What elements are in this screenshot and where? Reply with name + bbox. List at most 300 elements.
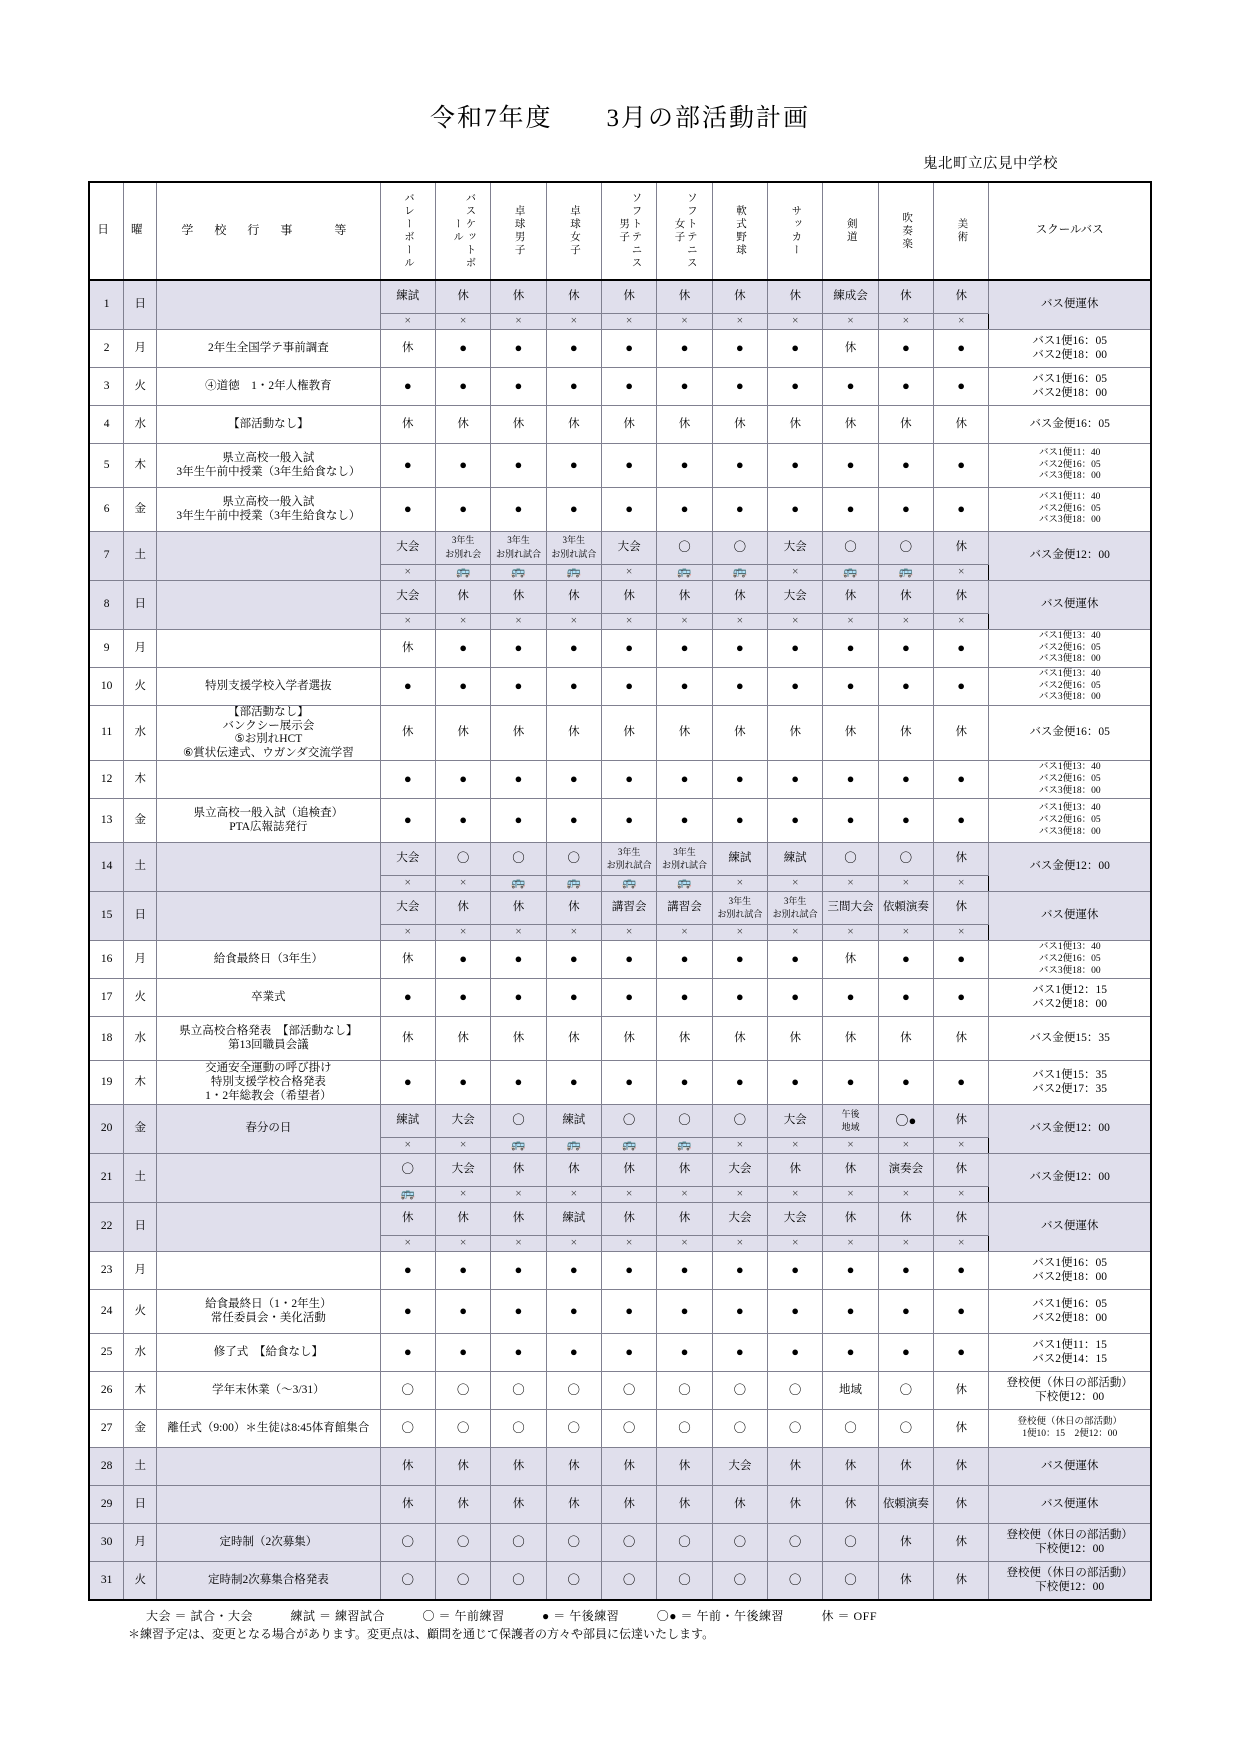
- cell-day: 25: [89, 1334, 124, 1372]
- cell-club-activity: ●: [435, 368, 490, 406]
- cell-club-activity: 休: [601, 1203, 656, 1236]
- cell-school-bus: バス便運休: [989, 581, 1151, 630]
- no-bus-icon: ×: [546, 925, 601, 941]
- cell-event: [157, 1203, 380, 1252]
- cell-club-activity: ●: [712, 488, 767, 532]
- cell-club-activity: 休: [934, 1410, 989, 1448]
- cell-event: 春分の日: [157, 1105, 380, 1154]
- cell-club-activity: 〇: [823, 1562, 878, 1601]
- no-bus-icon: ×: [491, 1236, 546, 1252]
- no-bus-icon: ×: [934, 565, 989, 581]
- cell-club-activity: ●: [380, 1334, 435, 1372]
- cell-club-activity: 休: [712, 706, 767, 761]
- cell-club-activity: 休: [823, 1017, 878, 1061]
- table-header: [89, 182, 1151, 280]
- cell-club-activity: 休: [934, 406, 989, 444]
- cell-club-activity: ●: [435, 979, 490, 1017]
- cell-day: 18: [89, 1017, 124, 1061]
- cell-event: 【部活動なし】: [157, 406, 380, 444]
- cell-club-activity: 休: [878, 1203, 933, 1236]
- no-bus-icon: ×: [768, 1236, 823, 1252]
- cell-club-activity: 休: [435, 1486, 490, 1524]
- cell-club-activity: 〇: [712, 1372, 767, 1410]
- cell-club-activity: 〇: [768, 1372, 823, 1410]
- no-bus-icon: ×: [601, 1187, 656, 1203]
- cell-club-activity: 3年生 お別れ試合: [657, 843, 712, 876]
- cell-event: [157, 1448, 380, 1486]
- cell-club-activity: ●: [878, 761, 933, 799]
- table-row: [89, 1252, 1151, 1290]
- cell-club-activity: ●: [546, 1290, 601, 1334]
- bus-available-icon: 🚌: [491, 1138, 546, 1154]
- cell-club-activity: 休: [546, 706, 601, 761]
- cell-club-activity: ●: [712, 761, 767, 799]
- no-bus-icon: ×: [601, 925, 656, 941]
- table-row: [89, 1290, 1151, 1334]
- cell-club-activity: 休: [934, 1154, 989, 1187]
- cell-club-activity: 休: [878, 1562, 933, 1601]
- cell-club-activity: 休: [601, 280, 656, 314]
- cell-day: 2: [89, 330, 124, 368]
- cell-club-activity: ●: [546, 979, 601, 1017]
- no-bus-icon: ×: [435, 314, 490, 330]
- cell-club-activity: 3年生 お別れ試合: [768, 892, 823, 925]
- cell-club-activity: 休: [934, 1203, 989, 1236]
- cell-weekday: 木: [124, 761, 157, 799]
- cell-club-activity: ●: [878, 630, 933, 668]
- cell-club-activity: ●: [601, 761, 656, 799]
- header-club-brass-band: 吹奏楽: [878, 182, 933, 280]
- cell-event: 学年末休業（〜3/31）: [157, 1372, 380, 1410]
- cell-club-activity: 大会: [380, 581, 435, 614]
- cell-club-activity: 休: [601, 581, 656, 614]
- header-club-volleyball: バレーボール: [380, 182, 435, 280]
- cell-event: [157, 1486, 380, 1524]
- cell-club-activity: 休: [435, 892, 490, 925]
- table-row: [89, 368, 1151, 406]
- no-bus-icon: ×: [768, 1187, 823, 1203]
- cell-club-activity: 休: [712, 406, 767, 444]
- cell-club-activity: ●: [768, 368, 823, 406]
- table-body: [89, 280, 1151, 1600]
- cell-club-activity: ●: [712, 1290, 767, 1334]
- cell-club-activity: ●: [380, 1061, 435, 1105]
- cell-event: 修了式 【給食なし】: [157, 1334, 380, 1372]
- cell-club-activity: 〇: [546, 1372, 601, 1410]
- cell-club-activity: ●: [934, 330, 989, 368]
- cell-club-activity: 〇: [601, 1410, 656, 1448]
- cell-club-activity: 〇: [657, 1524, 712, 1562]
- cell-event: [157, 1154, 380, 1203]
- cell-club-activity: 休: [491, 706, 546, 761]
- cell-club-activity: ●: [712, 444, 767, 488]
- no-bus-icon: ×: [380, 1138, 435, 1154]
- cell-club-activity: 休: [823, 1203, 878, 1236]
- cell-club-activity: ●: [546, 668, 601, 706]
- no-bus-icon: ×: [380, 565, 435, 581]
- cell-weekday: 土: [124, 1448, 157, 1486]
- cell-club-activity: ●: [768, 1334, 823, 1372]
- cell-event: 給食最終日（1・2年生） 常任委員会・美化活動: [157, 1290, 380, 1334]
- cell-club-activity: ●: [768, 799, 823, 843]
- cell-weekday: 月: [124, 941, 157, 979]
- cell-club-activity: 休: [712, 1017, 767, 1061]
- cell-club-activity: ●: [878, 368, 933, 406]
- cell-day: 11: [89, 706, 124, 761]
- cell-club-activity: ●: [657, 630, 712, 668]
- cell-club-activity: 休: [934, 892, 989, 925]
- cell-club-activity: ●: [546, 330, 601, 368]
- cell-day: 15: [89, 892, 124, 941]
- cell-club-activity: 講習会: [601, 892, 656, 925]
- bus-available-icon: 🚌: [491, 876, 546, 892]
- no-bus-icon: ×: [823, 314, 878, 330]
- cell-club-activity: ●: [878, 799, 933, 843]
- cell-school-bus: バス便運休: [989, 1448, 1151, 1486]
- cell-school-bus: バス金便12：00: [989, 1154, 1151, 1203]
- cell-weekday: 日: [124, 581, 157, 630]
- cell-day: 26: [89, 1372, 124, 1410]
- no-bus-icon: ×: [823, 925, 878, 941]
- cell-school-bus: 登校便（休日の部活動） 下校便12：00: [989, 1562, 1151, 1601]
- cell-club-activity: 〇: [380, 1562, 435, 1601]
- cell-club-activity: ●: [546, 368, 601, 406]
- cell-club-activity: ●: [601, 668, 656, 706]
- no-bus-icon: ×: [601, 1236, 656, 1252]
- cell-club-activity: 3年生 お別れ試合: [546, 532, 601, 565]
- cell-club-activity: ●: [768, 630, 823, 668]
- cell-club-activity: ●: [712, 799, 767, 843]
- cell-event: 県立高校一般入試 3年生午前中授業（3年生給食なし）: [157, 444, 380, 488]
- cell-school-bus: バス1便13：40 バス2便16：05 バス3便18：00: [989, 799, 1151, 843]
- no-bus-icon: ×: [435, 1138, 490, 1154]
- cell-club-activity: ●: [768, 761, 823, 799]
- cell-club-activity: 大会: [712, 1448, 767, 1486]
- cell-club-activity: 練試: [712, 843, 767, 876]
- cell-club-activity: ●: [546, 630, 601, 668]
- header-club-baseball: 軟式野球: [712, 182, 767, 280]
- cell-event: 定時制（2次募集）: [157, 1524, 380, 1562]
- cell-club-activity: 〇: [768, 1562, 823, 1601]
- cell-club-activity: 休: [601, 406, 656, 444]
- cell-club-activity: ●: [546, 488, 601, 532]
- cell-school-bus: バス1便16：05 バス2便18：00: [989, 1252, 1151, 1290]
- cell-club-activity: ●: [934, 979, 989, 1017]
- cell-club-activity: 休: [934, 1372, 989, 1410]
- cell-weekday: 木: [124, 444, 157, 488]
- cell-school-bus: バス便運休: [989, 1203, 1151, 1252]
- cell-event: 県立高校合格発表 【部活動なし】 第13回職員会議: [157, 1017, 380, 1061]
- no-bus-icon: ×: [380, 314, 435, 330]
- cell-club-activity: ●: [768, 1061, 823, 1105]
- header-day: 日: [89, 182, 124, 280]
- cell-club-activity: 〇: [601, 1105, 656, 1138]
- cell-club-activity: ●: [435, 488, 490, 532]
- cell-club-activity: 大会: [380, 843, 435, 876]
- legend-symbols: 大会 ＝ 試合・大会 練試 ＝ 練習試合 〇 ＝ 午前練習 ● ＝ 午後練習 〇● ＝ 午前・午後練習 休 ＝ OFF: [146, 1609, 878, 1624]
- cell-club-activity: ●: [934, 1334, 989, 1372]
- table-row: [89, 1203, 1151, 1236]
- cell-club-activity: 休: [657, 1448, 712, 1486]
- legend: [88, 1607, 1152, 1643]
- cell-weekday: 日: [124, 892, 157, 941]
- cell-club-activity: ●: [491, 668, 546, 706]
- cell-club-activity: ●: [601, 1290, 656, 1334]
- cell-club-activity: 〇: [546, 1562, 601, 1601]
- cell-club-activity: ●: [712, 630, 767, 668]
- no-bus-icon: ×: [380, 614, 435, 630]
- cell-club-activity: ●: [768, 941, 823, 979]
- cell-event: 県立高校一般入試（追検査） PTA広報誌発行: [157, 799, 380, 843]
- table-row: [89, 799, 1151, 843]
- cell-club-activity: 〇: [823, 1410, 878, 1448]
- cell-club-activity: ●: [601, 488, 656, 532]
- cell-school-bus: バス1便16：05 バス2便18：00: [989, 368, 1151, 406]
- cell-weekday: 木: [124, 1061, 157, 1105]
- cell-club-activity: ●: [712, 668, 767, 706]
- cell-club-activity: ●: [768, 668, 823, 706]
- no-bus-icon: ×: [712, 925, 767, 941]
- no-bus-icon: ×: [934, 876, 989, 892]
- cell-club-activity: 休: [380, 941, 435, 979]
- cell-club-activity: ●: [546, 761, 601, 799]
- cell-club-activity: ●: [712, 1252, 767, 1290]
- cell-event: 交通安全運動の呼び掛け 特別支援学校合格発表 1・2年総教会（希望者）: [157, 1061, 380, 1105]
- cell-club-activity: ●: [491, 799, 546, 843]
- page-title: 令和7年度 3月の部活動計画: [429, 105, 810, 132]
- cell-school-bus: 登校便（休日の部活動） 下校便12：00: [989, 1372, 1151, 1410]
- cell-club-activity: 〇: [380, 1410, 435, 1448]
- cell-club-activity: 休: [934, 706, 989, 761]
- cell-club-activity: 〇: [657, 1410, 712, 1448]
- cell-club-activity: ●: [491, 1290, 546, 1334]
- cell-club-activity: ●: [823, 1061, 878, 1105]
- cell-school-bus: バス1便15：35 バス2便17：35: [989, 1061, 1151, 1105]
- cell-club-activity: 休: [601, 1486, 656, 1524]
- cell-club-activity: ●: [768, 979, 823, 1017]
- cell-club-activity: 休: [823, 941, 878, 979]
- cell-club-activity: 休: [934, 843, 989, 876]
- cell-day: 13: [89, 799, 124, 843]
- cell-club-activity: 休: [823, 330, 878, 368]
- header-club-soccer: サッカー: [768, 182, 823, 280]
- cell-event: 特別支援学校入学者選抜: [157, 668, 380, 706]
- cell-club-activity: 休: [823, 581, 878, 614]
- cell-weekday: 月: [124, 1252, 157, 1290]
- cell-club-activity: 休: [491, 1203, 546, 1236]
- cell-school-bus: バス金便12：00: [989, 1105, 1151, 1154]
- cell-club-activity: 休: [934, 1017, 989, 1061]
- cell-club-activity: 〇: [878, 532, 933, 565]
- cell-club-activity: 〇: [601, 1562, 656, 1601]
- cell-club-activity: 大会: [768, 1105, 823, 1138]
- cell-club-activity: 3年生 お別れ試合: [491, 532, 546, 565]
- no-bus-icon: ×: [712, 876, 767, 892]
- no-bus-icon: ×: [712, 1187, 767, 1203]
- no-bus-icon: ×: [601, 565, 656, 581]
- bus-available-icon: 🚌: [435, 565, 490, 581]
- cell-club-activity: ●: [435, 668, 490, 706]
- cell-event: 離任式（9:00）＊生徒は8:45体育館集合: [157, 1410, 380, 1448]
- no-bus-icon: ×: [601, 314, 656, 330]
- cell-club-activity: 〇●: [878, 1105, 933, 1138]
- cell-club-activity: 休: [823, 1154, 878, 1187]
- cell-club-activity: 休: [657, 280, 712, 314]
- cell-club-activity: ●: [768, 488, 823, 532]
- bus-available-icon: 🚌: [657, 876, 712, 892]
- cell-club-activity: 休: [380, 330, 435, 368]
- table-row: [89, 668, 1151, 706]
- cell-event: 卒業式: [157, 979, 380, 1017]
- table-row: [89, 1017, 1151, 1061]
- table-row: [89, 1524, 1151, 1562]
- cell-club-activity: ●: [491, 761, 546, 799]
- cell-club-activity: ●: [878, 444, 933, 488]
- cell-club-activity: ●: [546, 444, 601, 488]
- cell-event: [157, 630, 380, 668]
- cell-event: 2年生全国学テ事前調査: [157, 330, 380, 368]
- table-row: [89, 1562, 1151, 1601]
- bus-available-icon: 🚌: [546, 1138, 601, 1154]
- header-row: [89, 182, 1151, 280]
- no-bus-icon: ×: [491, 1187, 546, 1203]
- cell-club-activity: 依頼演奏: [878, 892, 933, 925]
- cell-club-activity: ●: [657, 941, 712, 979]
- cell-club-activity: 〇: [435, 1562, 490, 1601]
- cell-school-bus: バス1便11：15 バス2便14：15: [989, 1334, 1151, 1372]
- table-row: [89, 1334, 1151, 1372]
- no-bus-icon: ×: [768, 876, 823, 892]
- cell-club-activity: ●: [435, 1334, 490, 1372]
- cell-club-activity: ●: [435, 444, 490, 488]
- no-bus-icon: ×: [380, 1236, 435, 1252]
- cell-club-activity: 練試: [380, 280, 435, 314]
- cell-club-activity: 演奏会: [878, 1154, 933, 1187]
- cell-club-activity: 休: [435, 1448, 490, 1486]
- cell-club-activity: 休: [934, 1105, 989, 1138]
- cell-day: 16: [89, 941, 124, 979]
- bus-available-icon: 🚌: [823, 565, 878, 581]
- cell-day: 29: [89, 1486, 124, 1524]
- cell-club-activity: 休: [657, 1486, 712, 1524]
- cell-club-activity: 休: [601, 1154, 656, 1187]
- no-bus-icon: ×: [657, 314, 712, 330]
- cell-day: 5: [89, 444, 124, 488]
- cell-school-bus: バス1便13：40 バス2便16：05 バス3便18：00: [989, 761, 1151, 799]
- cell-club-activity: 休: [546, 406, 601, 444]
- cell-club-activity: ●: [435, 761, 490, 799]
- cell-club-activity: ●: [712, 1334, 767, 1372]
- cell-club-activity: ●: [823, 630, 878, 668]
- table-row: [89, 330, 1151, 368]
- cell-club-activity: 休: [546, 1154, 601, 1187]
- cell-club-activity: ●: [934, 1290, 989, 1334]
- cell-club-activity: 休: [878, 706, 933, 761]
- cell-club-activity: ●: [768, 1252, 823, 1290]
- cell-club-activity: ●: [491, 630, 546, 668]
- cell-club-activity: 休: [380, 630, 435, 668]
- cell-club-activity: ●: [657, 368, 712, 406]
- table-row: [89, 892, 1151, 925]
- cell-club-activity: 休: [768, 406, 823, 444]
- cell-club-activity: ●: [712, 1061, 767, 1105]
- cell-club-activity: 休: [934, 581, 989, 614]
- cell-club-activity: ●: [823, 979, 878, 1017]
- cell-club-activity: ●: [546, 941, 601, 979]
- cell-club-activity: 休: [491, 892, 546, 925]
- cell-weekday: 火: [124, 368, 157, 406]
- cell-weekday: 水: [124, 706, 157, 761]
- header-club-basketball: バスケットボール: [435, 182, 490, 280]
- cell-club-activity: ●: [601, 1252, 656, 1290]
- cell-weekday: 金: [124, 1105, 157, 1154]
- cell-club-activity: 休: [435, 406, 490, 444]
- table-row: [89, 1154, 1151, 1187]
- bus-available-icon: 🚌: [491, 565, 546, 581]
- cell-club-activity: ●: [934, 761, 989, 799]
- cell-club-activity: ●: [435, 630, 490, 668]
- cell-club-activity: 〇: [435, 843, 490, 876]
- header-club-art: 美術: [934, 182, 989, 280]
- no-bus-icon: ×: [491, 614, 546, 630]
- cell-school-bus: バス便運休: [989, 280, 1151, 330]
- cell-club-activity: ●: [934, 444, 989, 488]
- cell-weekday: 火: [124, 668, 157, 706]
- cell-weekday: 水: [124, 1334, 157, 1372]
- cell-club-activity: 休: [657, 1154, 712, 1187]
- no-bus-icon: ×: [878, 314, 933, 330]
- cell-club-activity: 〇: [380, 1154, 435, 1187]
- cell-club-activity: 〇: [712, 1524, 767, 1562]
- cell-club-activity: 〇: [380, 1524, 435, 1562]
- cell-club-activity: ●: [491, 1061, 546, 1105]
- cell-day: 7: [89, 532, 124, 581]
- cell-club-activity: ●: [712, 941, 767, 979]
- cell-club-activity: ●: [380, 488, 435, 532]
- cell-club-activity: 休: [768, 1154, 823, 1187]
- cell-club-activity: 休: [878, 1448, 933, 1486]
- cell-school-bus: バス金便16：05: [989, 706, 1151, 761]
- table-row: [89, 1061, 1151, 1105]
- cell-club-activity: ●: [546, 1061, 601, 1105]
- cell-club-activity: ●: [435, 941, 490, 979]
- no-bus-icon: ×: [934, 314, 989, 330]
- cell-club-activity: ●: [380, 979, 435, 1017]
- cell-event: 県立高校一般入試 3年生午前中授業（3年生給食なし）: [157, 488, 380, 532]
- cell-club-activity: 〇: [546, 1410, 601, 1448]
- cell-event: [157, 892, 380, 941]
- no-bus-icon: ×: [823, 1236, 878, 1252]
- table-row: [89, 532, 1151, 565]
- cell-club-activity: 休: [380, 706, 435, 761]
- cell-school-bus: バス便運休: [989, 892, 1151, 941]
- cell-school-bus: バス1便11：40 バス2便16：05 バス3便18：00: [989, 444, 1151, 488]
- table-row: [89, 1410, 1151, 1448]
- cell-club-activity: ●: [546, 799, 601, 843]
- cell-club-activity: 〇: [712, 1410, 767, 1448]
- no-bus-icon: ×: [435, 1236, 490, 1252]
- header-events: 学 校 行 事 等: [157, 182, 380, 280]
- bus-available-icon: 🚌: [878, 565, 933, 581]
- no-bus-icon: ×: [768, 314, 823, 330]
- bus-available-icon: 🚌: [546, 876, 601, 892]
- no-bus-icon: ×: [878, 925, 933, 941]
- cell-club-activity: ●: [712, 979, 767, 1017]
- cell-club-activity: ●: [601, 941, 656, 979]
- cell-event: [157, 1252, 380, 1290]
- cell-club-activity: ●: [657, 668, 712, 706]
- cell-club-activity: ●: [934, 799, 989, 843]
